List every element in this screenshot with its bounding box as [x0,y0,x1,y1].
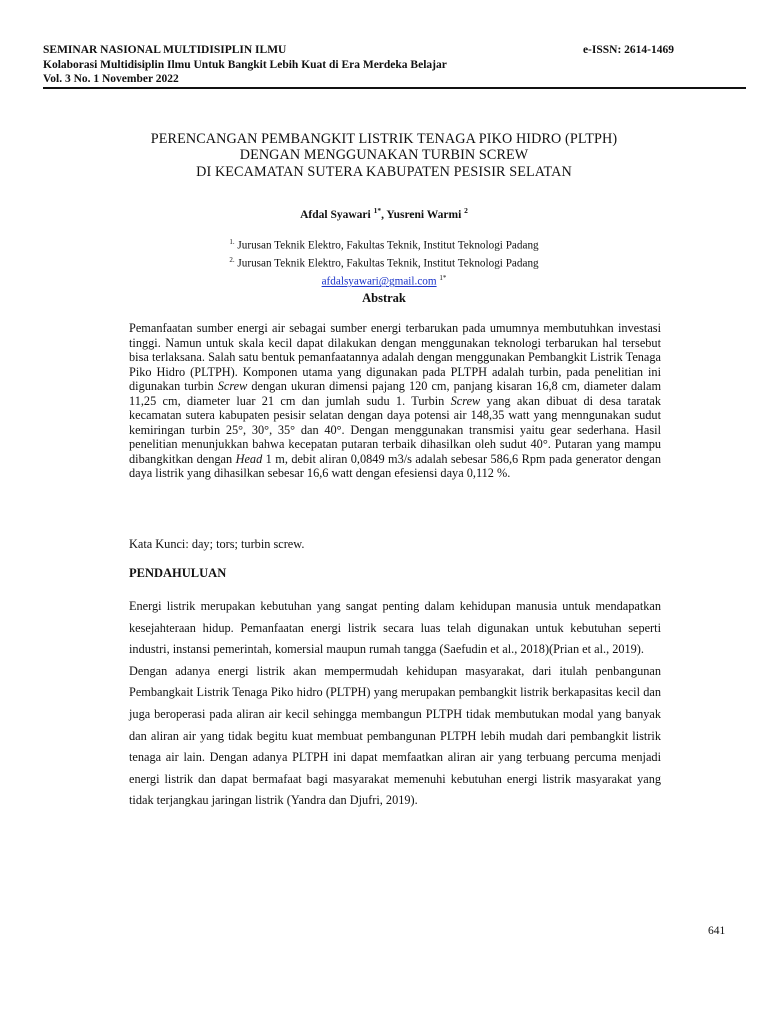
journal-volume: Vol. 3 No. 1 November 2022 [43,73,179,85]
header-divider [43,87,746,89]
email-mark: 1* [439,274,447,283]
introduction-body [129,596,661,812]
running-header [43,43,746,87]
title-line-2: DENGAN MENGGUNAKAN TURBIN SCREW [239,147,529,164]
author-separator: , [381,208,387,221]
issn: e-ISSN: 2614-1469 [582,44,674,56]
affiliation-2-text: Jurusan Teknik Elektro, Fakultas Teknik, Institut Teknologi Padang [234,257,539,270]
section-heading: PENDAHULUAN [129,566,227,580]
paper-title [100,131,668,180]
abstract-term-head: Head [235,451,263,466]
journal-theme: Kolaborasi Multidisiplin Ilmu Untuk Bangkit Lebih Kuat di Era Merdeka Belajar [43,58,447,71]
keywords: Kata Kunci: day; tors; turbin screw. [129,537,305,551]
author-2: Yusreni Warmi [386,208,462,221]
abstract-term-screw-2: Screw [450,393,481,408]
introduction-paragraph-1: Energi listrik merupakan kebutuhan yang sangat penting dalam kehidupan manusia untuk mendapatkan kesejahteraan hidup. Pemanfaatan energi listrik secara luas telah digunakan untuk kebutuhan seperti industri, instansi pemerintah, komersial maupun rumah tangga (Saefudin et al., 2018)(Prian et al., 2019). [129,599,661,657]
title-line-3: DI KECAMATAN SUTERA KABUPATEN PESISIR SELATAN [196,163,572,180]
author-1-mark: 1* [373,206,382,215]
email-line [100,271,668,289]
affiliation-2 [100,253,668,271]
page-number: 641 [708,925,726,937]
title-line-1: PERENCANGAN PEMBANGKIT LISTRIK TENAGA PIKO HIDRO (PLTPH) [150,131,618,147]
abstract-heading: Abstrak [362,291,406,305]
abstract-text-2: dengan ukuran dimensi pajang 120 cm, panjang kisaran 16,8 cm, diameter dalam 11,25 cm, diameter luar 21 cm dan jumlah sudu 1. Turbin [129,379,662,408]
affiliation-2-mark: 2. [229,256,235,265]
abstract-term-screw-1: Screw [217,379,248,393]
affiliations [100,235,668,290]
affiliation-1 [100,235,668,253]
author-1: Afdal Syawari [300,208,371,221]
affiliation-1-mark: 1. [229,238,235,246]
author-2-mark: 2 [464,206,468,215]
abstract-text-1: Pemanfaatan sumber energi air sebagai sumber energi terbarukan pada umumnya membutuhkan investasi tinggi. Namun untuk skala kecil dapat dilakukan dengan menggunakan teknologi terbarukan hal tersebut bisa terlaksana. Salah satu bentuk pemanfaatannya adalah dengan menggunakan Pembangkit Listrik Tenaga Piko Hidro (PLTPH). Komponen utama yang digunakan pada PLTPH adalah turbin, pada penelitian ini digunakan turbin [129,321,661,393]
author-list [100,206,668,221]
email-link[interactable]: afdalsyawari@gmail.com [321,276,437,289]
abstract-text-4: 1 m, debit aliran 0,0849 m3/s adalah sebesar 586,6 Rpm pada generator dengan daya listrik yang dihasilkan sebesar 16,6 watt dengan efesiensi daya 0,112 %. [129,451,661,480]
affiliation-1-text: Jurusan Teknik Elektro, Fakultas Teknik, Institut Teknologi Padang [234,239,539,252]
journal-name: SEMINAR NASIONAL MULTIDISIPLIN ILMU [43,44,287,56]
abstract-text-3: yang akan dibuat di desa taratak kecamatan sutera kabupaten pesisir selatan dengan daya potensi air 148,35 watt yang menngunakan sudut kemiringan turbin 25°, 30°, 35° dan 40°. Dengan menggunakan transmisi yaitu gear sederhana. Hasil penelitian menunjukkan bahwa kecepatan putaran terbaik dihasilkan oleh sudut 40°. Putaran yang mampu dibangkitkan dengan [129,393,661,466]
abstract-body [129,321,661,481]
introduction-paragraph-2: Dengan adanya energi listrik akan mempermudah kehidupan masyarakat, dari itulah penbangunan Pembangkait Listrik Tenaga Piko hidro (PLTPH) yang merupakan pembangkit listrik berkapasitas kecil dan juga beroperasi pada aliran air kecil sehingga membangun PLTPH tidak membutukan modal yang banyak dan aliran air yang tidak begitu kuat membuat pembangunan PLTPH lebih mudah dari pembangkit listrik tenaga air lain. Dengan adanya PLTPH ini dapat memfaatkan aliran air yang terbuang percuma menjadi energi listrik dan dapat bermafaat bagi masyarakat memenuhi kebutuhan energi listrik masyarakat yang tidak terjangkau jaringan listrik (Yandra dan Djufri, 2019). [129,663,661,808]
